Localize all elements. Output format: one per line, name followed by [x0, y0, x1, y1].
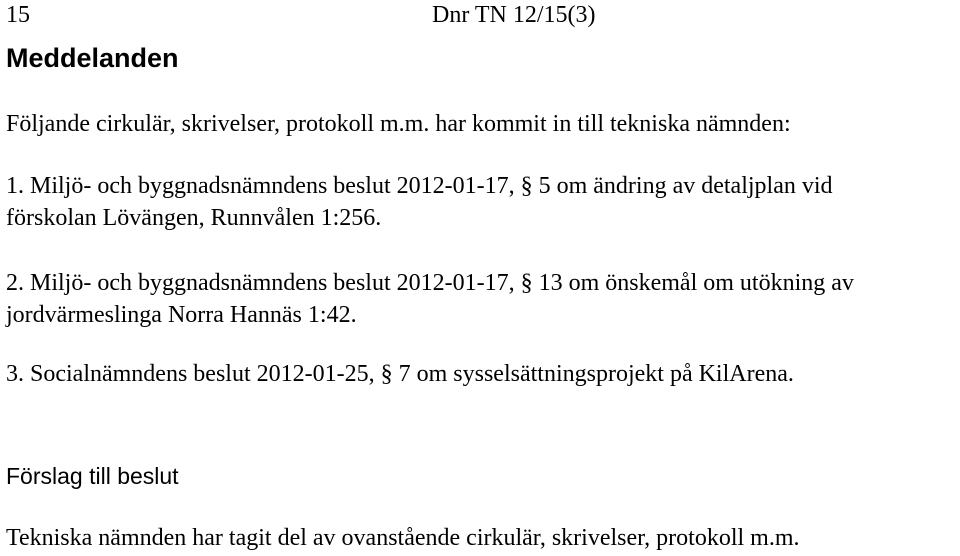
list-item-line: förskolan Lövängen, Runnvålen 1:256.: [6, 205, 382, 231]
list-item-line: 2. Miljö- och byggnadsnämndens beslut 2012-01-17, § 13 om önskemål om utökning av: [6, 270, 854, 296]
page-number: 15: [6, 2, 30, 28]
list-item: [6, 267, 956, 331]
list-item-line: jordvärmeslinga Norra Hannäs 1:42.: [6, 302, 357, 328]
list-item: [6, 170, 956, 234]
list-item-line: 1. Miljö- och byggnadsnämndens beslut 2012-01-17, § 5 om ändring av detaljplan vid: [6, 173, 833, 199]
document-reference: Dnr TN 12/15(3): [432, 2, 596, 28]
decision-text: Tekniska nämnden har tagit del av ovanstående cirkulär, skrivelser, protokoll m.m.: [6, 525, 800, 551]
intro-text: Följande cirkulär, skrivelser, protokoll m.m. har kommit in till tekniska nämnden:: [6, 111, 791, 137]
section-heading: Förslag till beslut: [6, 463, 179, 489]
list-item-line: 3. Socialnämndens beslut 2012-01-25, § 7 om sysselsättningsprojekt på KilArena.: [6, 361, 794, 387]
list-item: [6, 358, 956, 390]
page-title: Meddelanden: [6, 43, 179, 73]
